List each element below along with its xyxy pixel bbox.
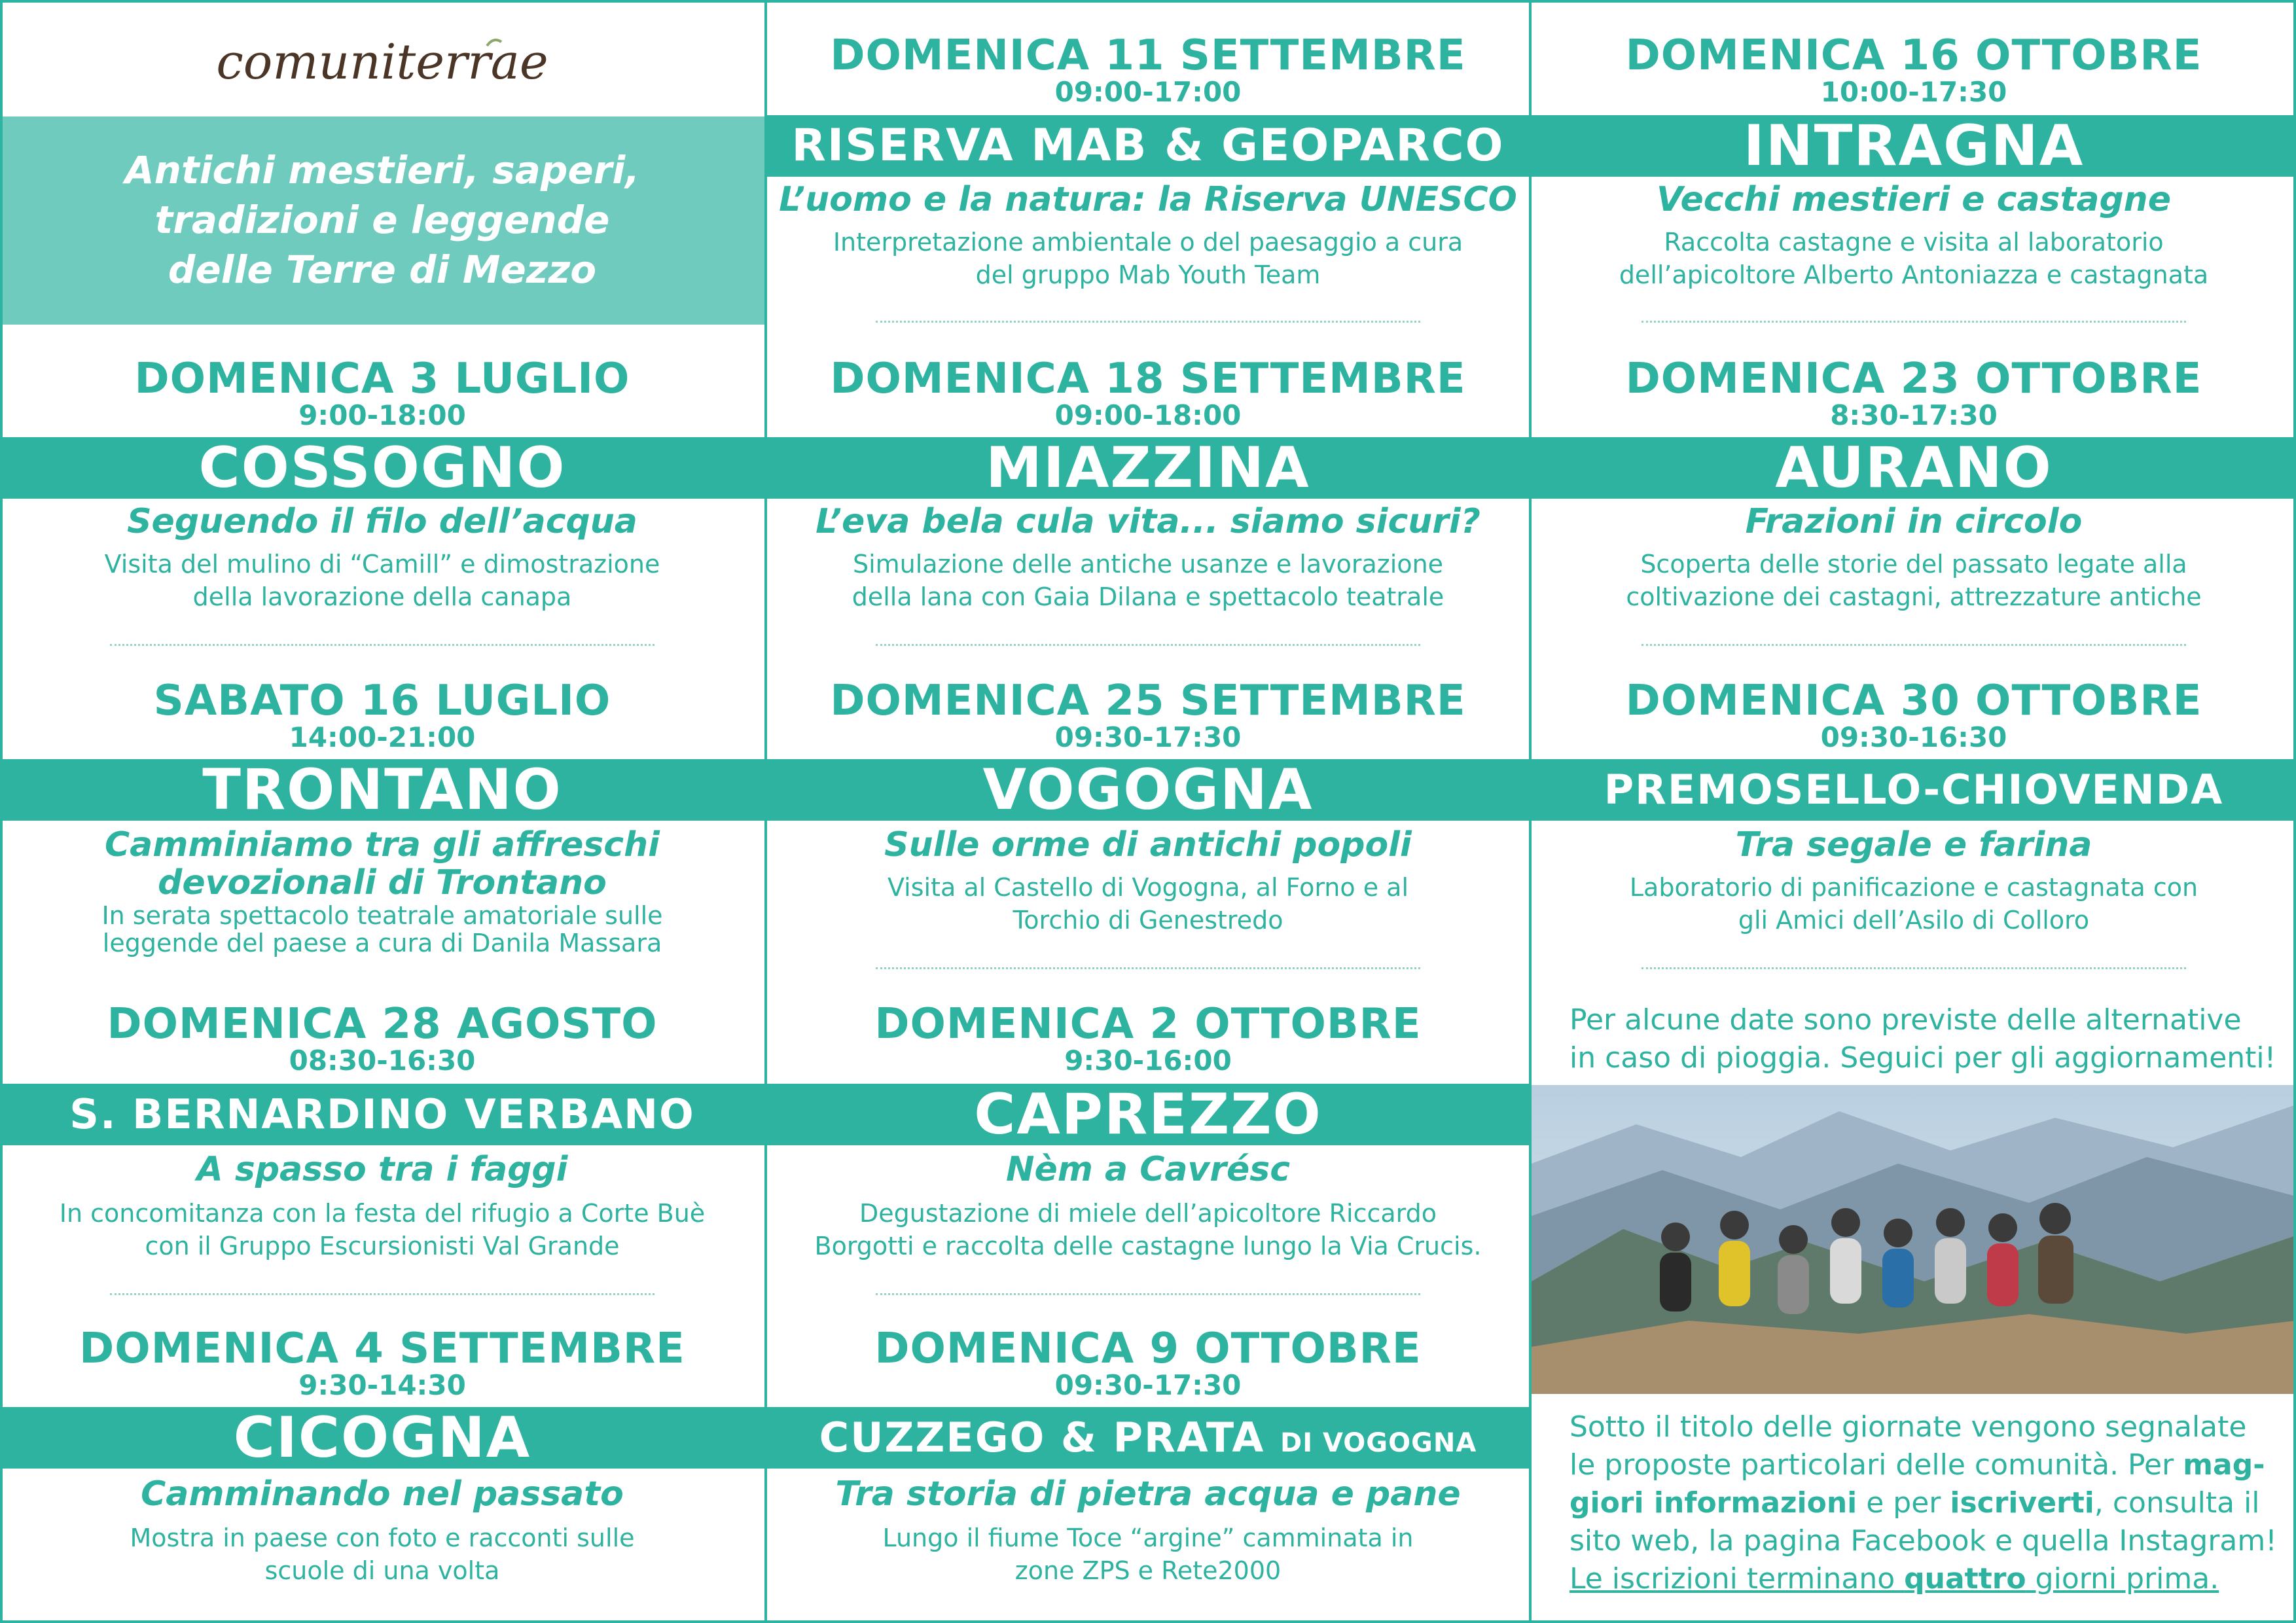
event-desc-1: In serata spettacolo teatrale amatoriale sulle <box>101 901 663 930</box>
info-note-line-4: sito web, la pagina Facebook e quella Instagram! <box>1570 1524 2277 1558</box>
info-note-line-1: Sotto il titolo delle giornate vengono segnalate <box>1570 1410 2247 1444</box>
column-2 <box>767 0 1529 1623</box>
event-time: 08:30-16:30 <box>289 1044 476 1077</box>
event-desc-2: con il Gruppo Escursionisti Val Grande <box>145 1232 620 1260</box>
event-desc-1: Scoperta delle storie del passato legate alla <box>1640 550 2187 579</box>
event-desc-2: zone ZPS e Rete2000 <box>1014 1556 1282 1585</box>
intro-box <box>0 116 764 325</box>
logo-text: comuniterrae <box>216 34 548 90</box>
event-desc-1: Laboratorio di panificazione e castagnata con <box>1629 873 2198 902</box>
rain-note-line-2: in caso di pioggia. Seguici per gli aggiornamenti! <box>1570 1041 2276 1075</box>
event-time: 14:00-21:00 <box>289 721 476 753</box>
event-title: L’eva bela cula vita... siamo sicuri? <box>816 502 1480 541</box>
dotted-divider <box>876 644 1420 646</box>
event-place: RISERVA MAB & GEOPARCO <box>767 115 1529 177</box>
info-note-text: giorni prima. <box>2026 1562 2219 1596</box>
event-desc-2: dell’apicoltore Alberto Antoniazza e castagnata <box>1619 260 2209 289</box>
event-desc-1: Visita del mulino di “Camill” e dimostrazione <box>104 550 660 579</box>
comuniterrae-logo <box>199 26 565 98</box>
dotted-divider <box>876 1293 1420 1295</box>
event-title: Sulle orme di antichi popoli <box>884 825 1412 865</box>
event-title: Nèm a Cavrésc <box>1005 1150 1291 1189</box>
logo <box>0 26 764 101</box>
dotted-divider <box>1641 967 2186 969</box>
info-note-line-3 <box>1570 1484 2283 1522</box>
event-desc-2: Torchio di Genestredo <box>1013 906 1283 935</box>
event-time: 9:30-16:00 <box>1064 1044 1232 1077</box>
event-time: 09:30-16:30 <box>1820 721 2007 753</box>
event-place: CICOGNA <box>0 1407 764 1469</box>
event-desc-2: della lavorazione della canapa <box>192 582 572 611</box>
event-desc-2: della lana con Gaia Dilana e spettacolo teatrale <box>852 582 1444 611</box>
event-desc-1: Lungo il fiume Toce “argine” camminata in <box>882 1524 1414 1552</box>
event-place-suffix: DI VOGOGNA <box>1280 1428 1477 1458</box>
info-note-text: , consulta il <box>2094 1486 2260 1520</box>
event-place: MIAZZINA <box>767 437 1529 499</box>
event-place: CAPREZZO <box>767 1084 1529 1145</box>
event-date: DOMENICA 9 OTTOBRE <box>874 1325 1422 1373</box>
event-date: DOMENICA 16 OTTOBRE <box>1625 31 2202 80</box>
info-note-text: e per <box>1857 1486 1950 1520</box>
event-desc-2: coltivazione dei castagni, attrezzature antiche <box>1626 582 2202 611</box>
intro-line-3 <box>0 245 764 294</box>
event-date: DOMENICA 4 SETTEMBRE <box>79 1325 685 1373</box>
event-place: COSSOGNO <box>0 437 764 499</box>
event-place-name: CUZZEGO & PRATA <box>819 1414 1265 1461</box>
event-time: 09:00-17:00 <box>1054 76 1242 108</box>
event-desc-1: Simulazione delle antiche usanze e lavorazione <box>852 550 1444 579</box>
event-date: DOMENICA 11 SETTEMBRE <box>830 31 1466 80</box>
event-place: S. BERNARDINO VERBANO <box>0 1084 764 1145</box>
event-desc-2: del gruppo Mab Youth Team <box>975 260 1321 289</box>
event-title: Camminando nel passato <box>141 1474 624 1514</box>
event-desc-1: In concomitanza con la festa del rifugio a Corte Buè <box>59 1199 706 1228</box>
info-note-text: le proposte particolari delle comunità. Per <box>1570 1448 2183 1482</box>
event-date: DOMENICA 3 LUGLIO <box>134 355 630 403</box>
event-desc-1: Interpretazione ambientale o del paesaggio a cura <box>833 228 1463 257</box>
dotted-divider <box>876 321 1420 323</box>
dotted-divider <box>110 644 655 646</box>
event-time: 09:30-17:30 <box>1054 1369 1242 1401</box>
rain-note <box>1570 1001 2283 1077</box>
event-desc-2: Borgotti e raccolta delle castagne lungo la Via Crucis. <box>814 1232 1482 1260</box>
intro-line-1: Antichi mestieri, saperi, <box>124 148 640 192</box>
event-place: PREMOSELLO-CHIOVENDA <box>1532 759 2296 821</box>
event-place <box>767 1407 1529 1469</box>
event-time: 9:30-14:30 <box>298 1369 466 1401</box>
event-place: VOGOGNA <box>767 759 1529 821</box>
intro-line-3-em: Terre di Mezzo <box>285 247 597 292</box>
event-title-1: Camminiamo tra gli affreschi <box>105 825 660 865</box>
event-time: 8:30-17:30 <box>1830 399 1998 431</box>
info-note-bold: iscriverti <box>1950 1486 2094 1520</box>
event-date: SABATO 16 LUGLIO <box>153 677 611 725</box>
event-title: Tra storia di pietra acqua e pane <box>835 1474 1461 1514</box>
info-note-bold: giori informazioni <box>1570 1486 1857 1520</box>
event-date: DOMENICA 30 OTTOBRE <box>1625 677 2202 725</box>
event-time: 9:00-18:00 <box>298 399 466 431</box>
event-title: Frazioni in circolo <box>1745 502 2083 541</box>
info-note-bold: mag- <box>2183 1448 2265 1482</box>
info-note <box>1570 1408 2283 1598</box>
event-title: A spasso tra i faggi <box>196 1150 568 1189</box>
event-desc-1: Degustazione di miele dell’apicoltore Riccardo <box>859 1199 1437 1228</box>
group-photo <box>1532 1085 2296 1394</box>
event-time: 09:00-18:00 <box>1054 399 1242 431</box>
dotted-divider <box>1641 321 2186 323</box>
event-date: DOMENICA 28 AGOSTO <box>107 1000 658 1048</box>
column-3 <box>1532 0 2296 1623</box>
event-time: 10:00-17:30 <box>1820 76 2007 108</box>
column-1 <box>0 0 764 1623</box>
intro-line-3-pre: delle <box>168 247 286 292</box>
event-date: DOMENICA 18 SETTEMBRE <box>830 355 1466 403</box>
event-desc-1: Visita al Castello di Vogogna, al Forno e al <box>887 873 1408 902</box>
rain-note-line-1: Per alcune date sono previste delle alternative <box>1570 1003 2242 1037</box>
info-note-line-2 <box>1570 1446 2283 1484</box>
event-date: DOMENICA 25 SETTEMBRE <box>830 677 1466 725</box>
event-title: Vecchi mestieri e castagne <box>1657 180 2171 219</box>
event-title: Tra segale e farina <box>1735 825 2092 865</box>
column-separator <box>1529 0 1532 1623</box>
event-place: TRONTANO <box>0 759 764 821</box>
column-separator <box>764 0 767 1623</box>
info-note-bold: quattro <box>1904 1562 2026 1596</box>
dotted-divider <box>110 1293 655 1295</box>
intro-line-2: tradizioni e leggende <box>154 198 610 242</box>
info-note-line-5 <box>1570 1560 2283 1598</box>
event-title: Seguendo il filo dell’acqua <box>127 502 637 541</box>
event-desc-1: Raccolta castagne e visita al laboratorio <box>1664 228 2164 257</box>
mountain-group-photo <box>1532 1085 2296 1394</box>
info-note-text: Le iscrizioni terminano <box>1570 1562 1905 1596</box>
event-desc-2: leggende del paese a cura di Danila Massara <box>102 929 662 957</box>
event-title: L’uomo e la natura: la Riserva UNESCO <box>779 180 1517 219</box>
event-date: DOMENICA 2 OTTOBRE <box>874 1000 1422 1048</box>
event-desc-1: Mostra in paese con foto e racconti sulle <box>130 1524 635 1552</box>
event-date: DOMENICA 23 OTTOBRE <box>1625 355 2202 403</box>
dotted-divider <box>1641 644 2186 646</box>
event-place: INTRAGNA <box>1532 115 2296 177</box>
event-desc-2: gli Amici dell’Asilo di Colloro <box>1738 906 2090 935</box>
dotted-divider <box>876 967 1420 969</box>
event-desc-2: scuole di una volta <box>264 1556 500 1585</box>
event-title-2: devozionali di Trontano <box>158 863 607 902</box>
event-place: AURANO <box>1532 437 2296 499</box>
event-time: 09:30-17:30 <box>1054 721 1242 753</box>
